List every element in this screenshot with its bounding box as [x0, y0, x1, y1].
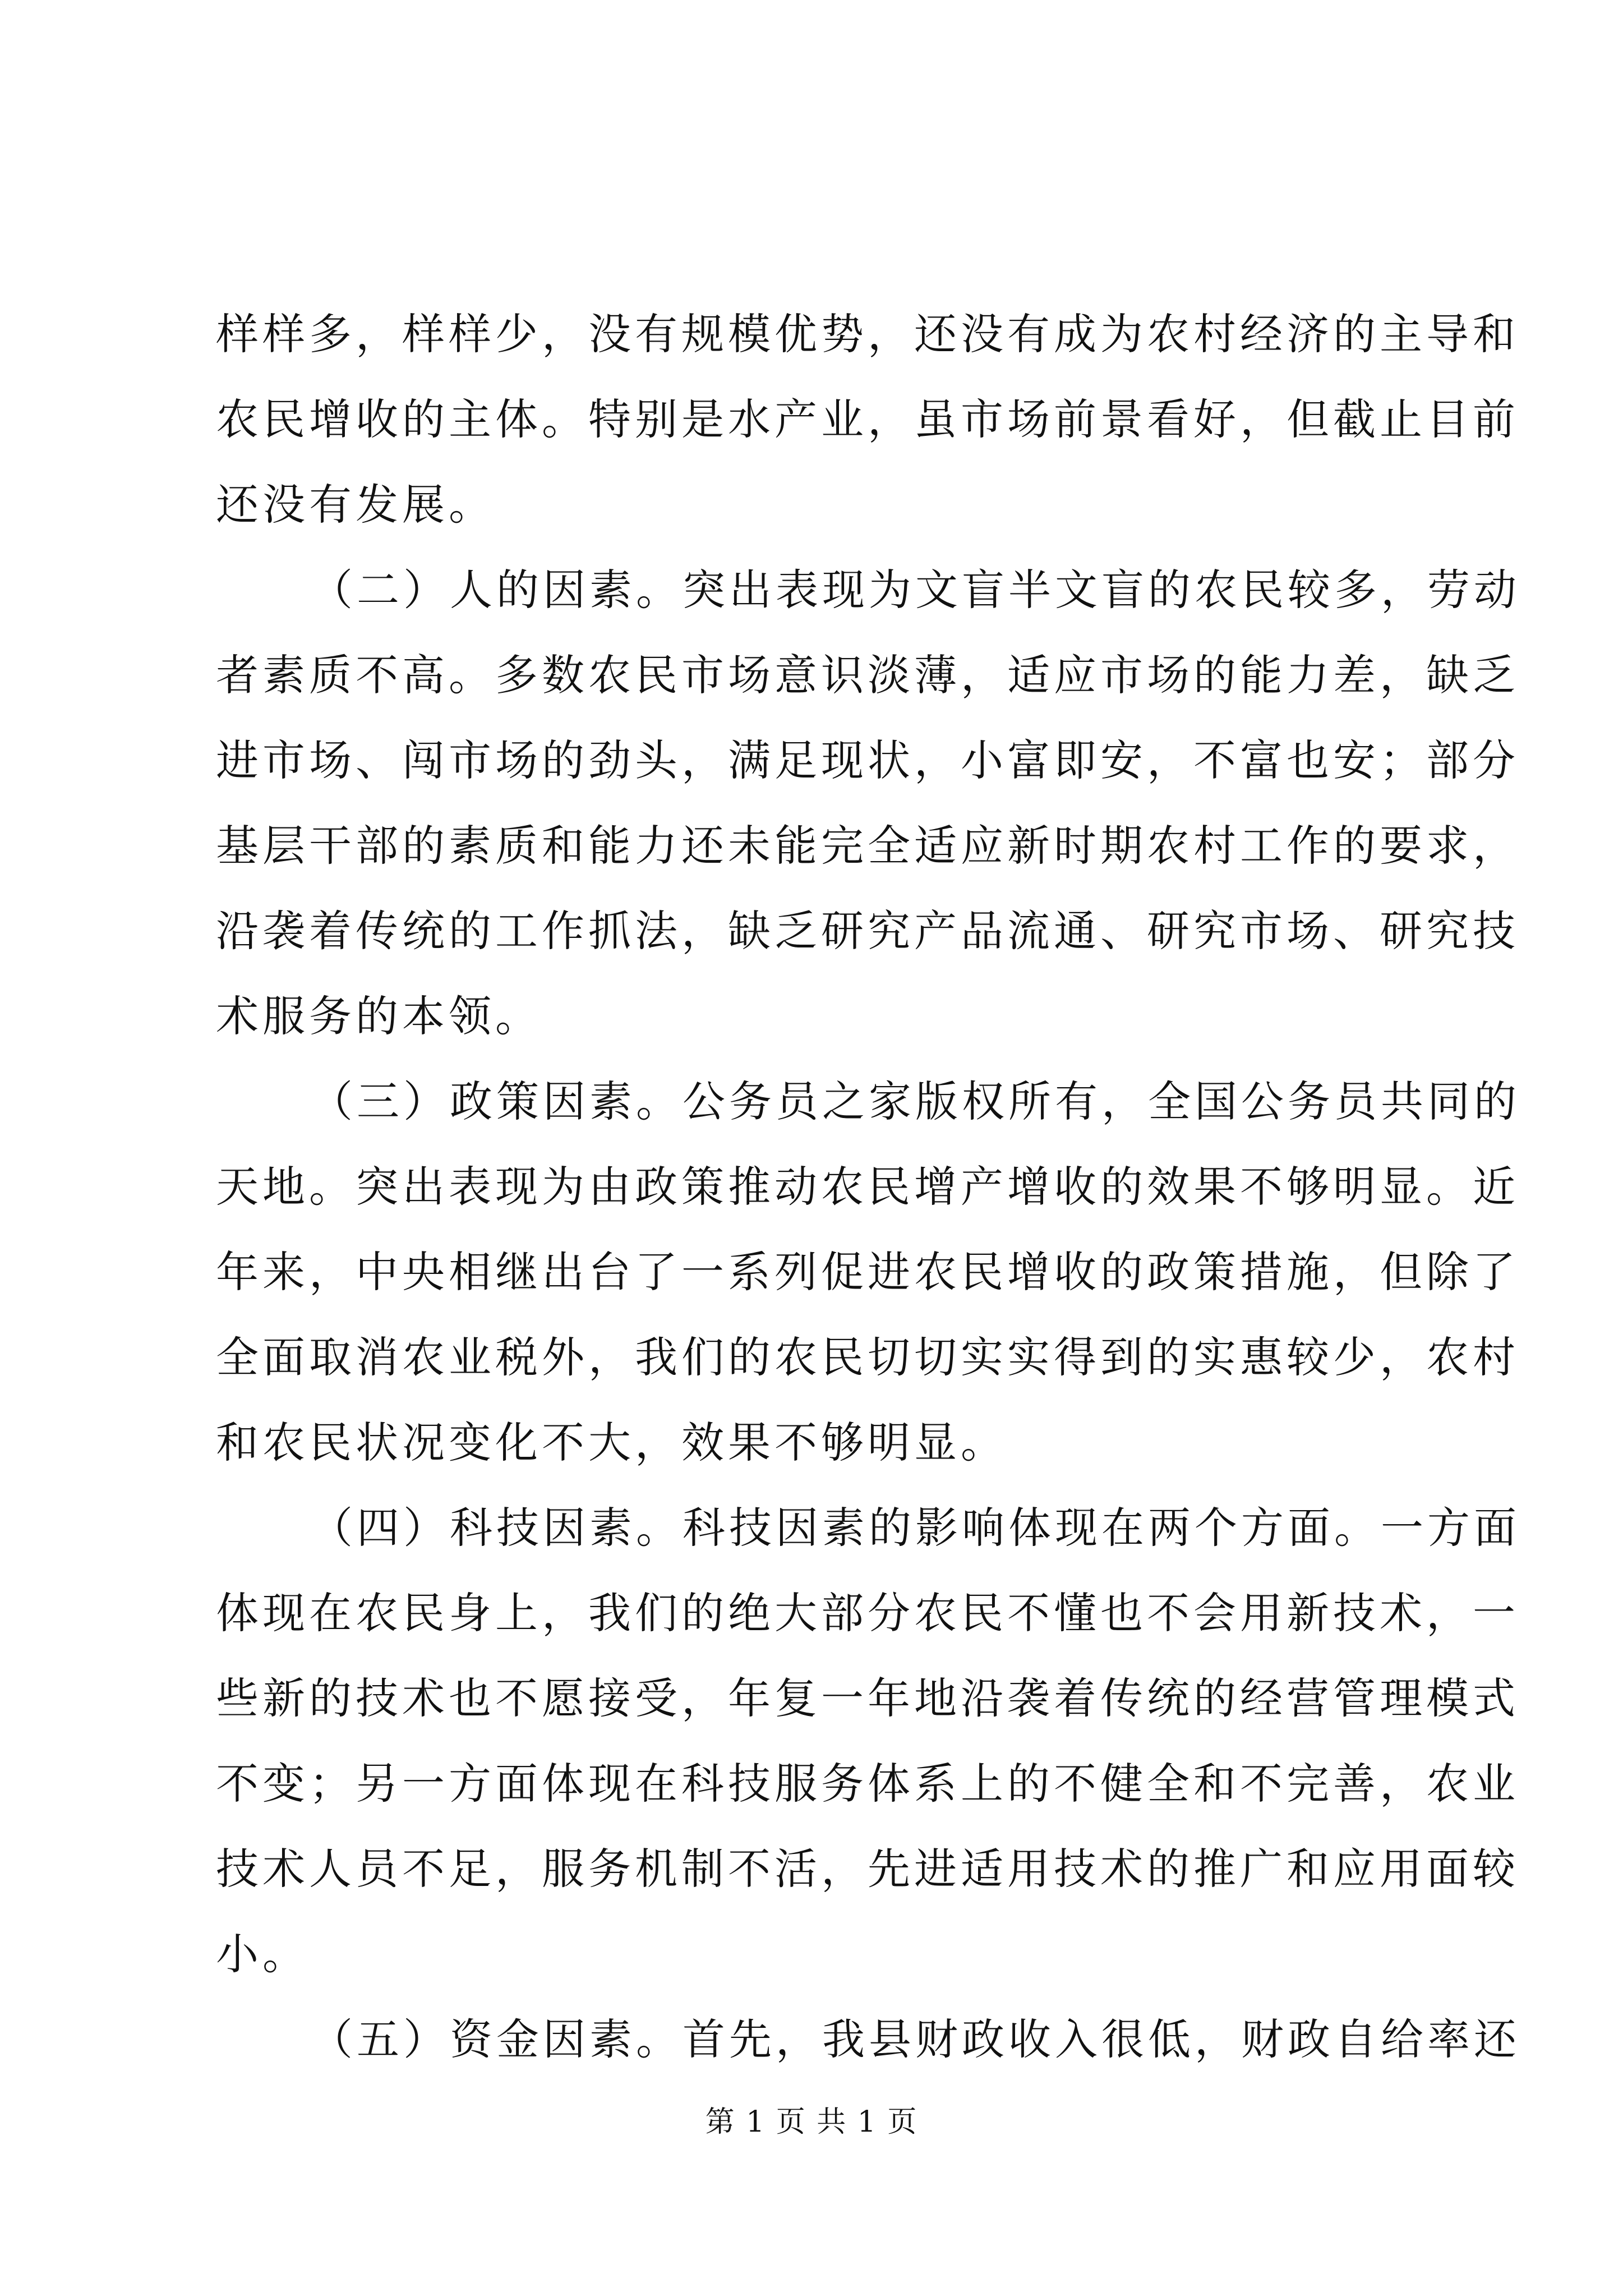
text-line: 农民增收的主体。特别是水产业，虽市场前景看好，但截止目前: [216, 394, 1519, 444]
text-line: 术服务的本领。: [216, 991, 542, 1041]
text-line: 进市场、闯市场的劲头，满足现状，小富即安，不富也安；部分: [216, 735, 1519, 785]
paragraph-start-line: （四）科技因素。科技因素的影响体现在两个方面。一方面: [310, 1503, 1520, 1553]
text-line: 样样多，样样少，没有规模优势，还没有成为农村经济的主导和: [216, 309, 1519, 359]
paragraph-start-line: （三）政策因素。公务员之家版权所有，全国公务员共同的: [310, 1076, 1520, 1126]
text-line: 全面取消农业税外，我们的农民切切实实得到的实惠较少，农村: [216, 1332, 1519, 1382]
page-number-footer: 第 1 页 共 1 页: [705, 2105, 918, 2139]
text-line: 和农民状况变化不大，效果不够明显。: [216, 1418, 1007, 1467]
paragraph-start-line: （二）人的因素。突出表现为文盲半文盲的农民较多，劳动: [310, 565, 1520, 615]
text-line: 些新的技术也不愿接受，年复一年地沿袭着传统的经营管理模式: [216, 1673, 1519, 1723]
document-body: [216, 292, 1520, 2082]
text-line: 技术人员不足，服务机制不活，先进适用技术的推广和应用面较: [216, 1844, 1519, 1894]
text-line: 小。: [216, 1929, 309, 1979]
text-line: 者素质不高。多数农民市场意识淡薄，适应市场的能力差，缺乏: [216, 650, 1519, 700]
text-line: 不变；另一方面体现在科技服务体系上的不健全和不完善，农业: [216, 1759, 1519, 1809]
text-line: 体现在农民身上，我们的绝大部分农民不懂也不会用新技术，一: [216, 1588, 1519, 1638]
text-line: 年来，中央相继出台了一系列促进农民增收的政策措施，但除了: [216, 1247, 1519, 1297]
text-line: 基层干部的素质和能力还未能完全适应新时期农村工作的要求，: [216, 821, 1519, 871]
paragraph-start-line: （五）资金因素。首先，我县财政收入很低，财政自给率还: [310, 2014, 1520, 2064]
text-line: 沿袭着传统的工作抓法，缺乏研究产品流通、研究市场、研究技: [216, 906, 1519, 956]
text-line: 天地。突出表现为由政策推动农民增产增收的效果不够明显。近: [216, 1162, 1519, 1212]
text-line: 还没有发展。: [216, 480, 495, 530]
